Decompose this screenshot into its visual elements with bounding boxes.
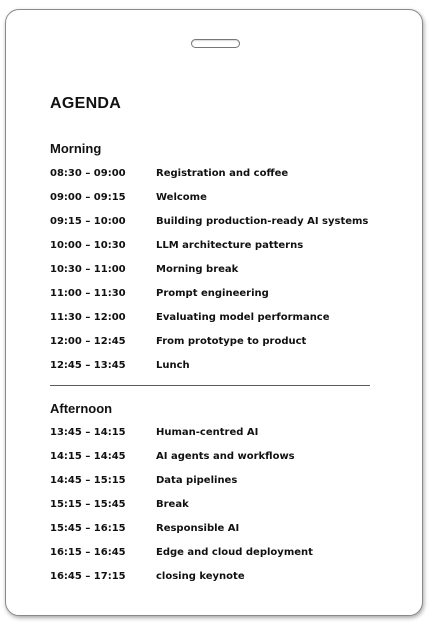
agenda-row xyxy=(50,215,380,239)
agenda-row xyxy=(50,287,380,311)
session-topic: Lunch xyxy=(156,360,190,371)
session-time: 11:00 – 11:30 xyxy=(50,288,126,299)
agenda-card xyxy=(5,9,423,616)
session-topic: Responsible AI xyxy=(156,523,240,534)
session-topic: LLM architecture patterns xyxy=(156,240,304,251)
session-topic: Human-centred AI xyxy=(156,427,259,438)
session-time: 16:15 – 16:45 xyxy=(50,547,126,558)
session-time: 12:00 – 12:45 xyxy=(50,336,126,347)
session-time: 13:45 – 14:15 xyxy=(50,427,126,438)
session-time: 11:30 – 12:00 xyxy=(50,312,126,323)
session-topic: AI agents and workflows xyxy=(156,451,295,462)
session-time: 14:15 – 14:45 xyxy=(50,451,126,462)
session-time: 08:30 – 09:00 xyxy=(50,168,126,179)
agenda-row xyxy=(50,474,380,498)
agenda-row xyxy=(50,335,380,359)
session-topic: Morning break xyxy=(156,264,239,275)
agenda-row xyxy=(50,522,380,546)
agenda-row xyxy=(50,546,380,570)
session-topic: Data pipelines xyxy=(156,475,238,486)
agenda-row xyxy=(50,239,380,263)
session-time: 16:45 – 17:15 xyxy=(50,571,126,582)
session-time: 09:15 – 10:00 xyxy=(50,216,126,227)
session-topic: Prompt engineering xyxy=(156,288,269,299)
session-topic: Edge and cloud deployment xyxy=(156,547,313,558)
agenda-row xyxy=(50,311,380,335)
page-title: AGENDA xyxy=(50,95,122,112)
session-time: 15:15 – 15:45 xyxy=(50,499,126,510)
morning-schedule xyxy=(50,167,380,383)
session-time: 10:00 – 10:30 xyxy=(50,240,126,251)
session-time: 15:45 – 16:15 xyxy=(50,523,126,534)
session-topic: Welcome xyxy=(156,192,207,203)
session-topic: Break xyxy=(156,499,189,510)
agenda-row xyxy=(50,191,380,215)
lanyard-slot xyxy=(191,39,240,48)
session-topic: closing keynote xyxy=(156,571,245,582)
session-time: 09:00 – 09:15 xyxy=(50,192,126,203)
section-divider xyxy=(50,385,370,386)
section-heading-afternoon: Afternoon xyxy=(50,401,113,416)
agenda-row xyxy=(50,498,380,522)
session-topic: Building production-ready AI systems xyxy=(156,216,369,227)
agenda-row xyxy=(50,359,380,383)
session-topic: From prototype to product xyxy=(156,336,307,347)
agenda-row xyxy=(50,426,380,450)
agenda-row xyxy=(50,263,380,287)
agenda-row xyxy=(50,450,380,474)
session-topic: Evaluating model performance xyxy=(156,312,330,323)
afternoon-schedule xyxy=(50,426,380,594)
session-time: 14:45 – 15:15 xyxy=(50,475,126,486)
agenda-row xyxy=(50,167,380,191)
section-heading-morning: Morning xyxy=(50,141,102,156)
session-topic: Registration and coffee xyxy=(156,168,289,179)
session-time: 10:30 – 11:00 xyxy=(50,264,126,275)
session-time: 12:45 – 13:45 xyxy=(50,360,126,371)
agenda-row xyxy=(50,570,380,594)
